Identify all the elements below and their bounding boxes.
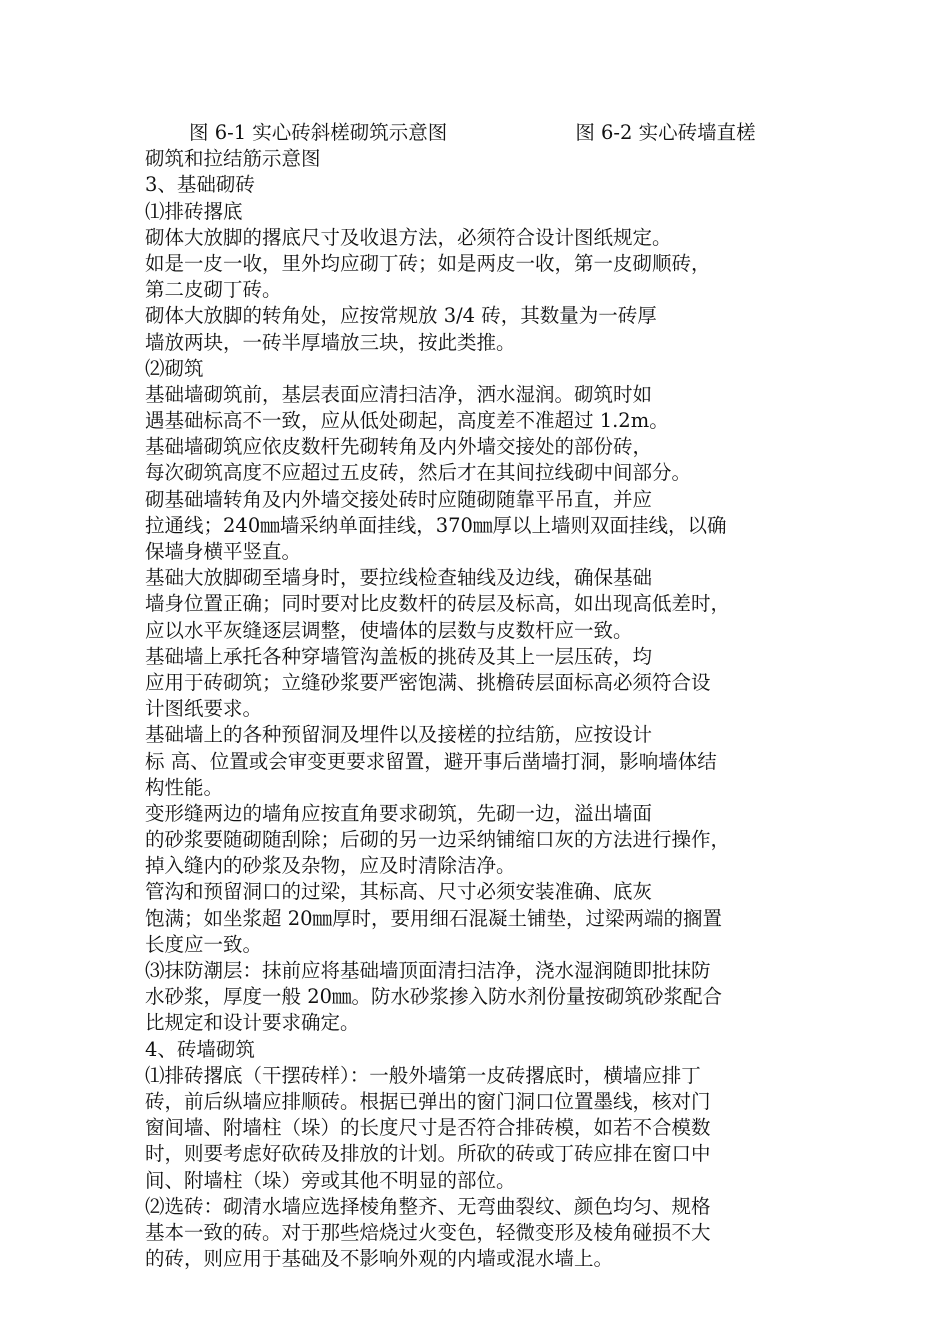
text-line: 计图纸要求。 (145, 697, 263, 721)
text-line: 基本一致的砖。对于那些焙烧过火变色，轻微变形及棱角碰损不大 (145, 1220, 711, 1244)
text-line: ⑴排砖撂底 (145, 199, 243, 223)
text-line: 水砂浆，厚度一般 20㎜。防水砂浆掺入防水剂份量按砌筑砂浆配合 (145, 985, 723, 1009)
text-line: 砌体大放脚的撂底尺寸及收退方法，必须符合设计图纸规定。 (145, 225, 672, 249)
text-line: 墙放两块，一砖半厚墙放三块，按此类推。 (145, 330, 516, 354)
text-line: 窗间墙、附墙柱（垛）的长度尺寸是否符合排砖模，如若不合模数 (145, 1116, 711, 1140)
text-line: 管沟和预留洞口的过梁，其标高、尺寸必须安装准确、底灰 (145, 880, 653, 904)
text-line: ⑵砌筑 (145, 356, 204, 380)
text-line: 基础墙砌筑应依皮数杆先砌转角及内外墙交接处的部份砖， (145, 435, 653, 459)
figure-caption-6-2: 图 6-2 实心砖墙直槎 (575, 121, 756, 144)
text-line: 应用于砖砌筑；立缝砂浆要严密饱满、挑檐砖层面标高必须符合设 (145, 670, 711, 694)
text-line: 比规定和设计要求确定。 (145, 1011, 360, 1035)
text-line: 4、砖墙砌筑 (145, 1037, 255, 1061)
text-line: 基础墙上的各种预留洞及埋件以及接槎的拉结筋，应按设计 (145, 723, 653, 747)
text-line: 每次砌筑高度不应超过五皮砖，然后才在其间拉线砌中间部分。 (145, 461, 692, 485)
text-line: 3、基础砌砖 (145, 173, 255, 197)
figure-caption-6-1: 图 6-1 实心砖斜槎砌筑示意图 (189, 121, 448, 144)
document-body (145, 172, 845, 1272)
text-line: 应以水平灰缝逐层调整，使墙体的层数与皮数杆应一致。 (145, 618, 633, 642)
text-line: 砌体大放脚的转角处，应按常规放 3/4 砖，其数量为一砖厚 (145, 304, 657, 328)
text-line: ⑵选砖：砌清水墙应选择棱角整齐、无弯曲裂纹、颜色均匀、规格 (145, 1194, 711, 1218)
text-line: 如是一皮一收，里外均应砌丁砖；如是两皮一收，第一皮砌顺砖， (145, 251, 711, 275)
text-line: 第二皮砌丁砖。 (145, 278, 282, 302)
document-page (145, 120, 845, 1272)
text-line: 间、附墙柱（垛）旁或其他不明显的部位。 (145, 1168, 516, 1192)
text-line: 保墙身横平竖直。 (145, 540, 302, 563)
text-line: 变形缝两边的墙角应按直角要求砌筑，先砌一边，溢出墙面 (145, 801, 653, 825)
text-line: ⑴排砖撂底（干摆砖样）：一般外墙第一皮砖撂底时，横墙应排丁 (145, 1063, 701, 1087)
text-line: 墙身位置正确；同时要对比皮数杆的砖层及标高，如出现高低差时， (145, 592, 731, 616)
figure-caption-row (145, 120, 845, 146)
text-line: 掉入缝内的砂浆及杂物，应及时清除洁净。 (145, 854, 516, 878)
text-line: 长度应一致。 (145, 932, 263, 956)
text-line: 的砖，则应用于基础及不影响外观的内墙或混水墙上。 (145, 1247, 614, 1271)
text-line: 遇基础标高不一致，应从低处砌起，高度差不准超过 1.2m。 (145, 409, 669, 433)
text-line: 标 高、位置或会审变更要求留置，避开事后凿墙打洞，影响墙体结 (145, 749, 717, 773)
figure-caption-6-2-continued: 砌筑和拉结筋示意图 (145, 147, 321, 171)
text-line: 时，则要考虑好砍砖及排放的计划。所砍的砖或丁砖应排在窗口中 (145, 1142, 711, 1166)
text-line: 构性能。 (145, 775, 224, 799)
text-line: 基础墙上承托各种穿墙管沟盖板的挑砖及其上一层压砖，均 (145, 644, 653, 668)
text-line: 砌基础墙转角及内外墙交接处砖时应随砌随靠平吊直，并应 (145, 487, 653, 511)
text-line: 的砂浆要随砌随刮除；后砌的另一边采纳铺缩口灰的方法进行操作， (145, 828, 731, 852)
text-line: 砖，前后纵墙应排顺砖。根据已弹出的窗门洞口位置墨线，核对门 (145, 1089, 711, 1113)
text-line: 基础大放脚砌至墙身时，要拉线检查轴线及边线，确保基础 (145, 566, 653, 590)
text-line: 拉通线；240㎜墙采纳单面挂线，370㎜厚以上墙则双面挂线，以确 (145, 513, 727, 537)
text-line: 基础墙砌筑前，基层表面应清扫洁净，洒水湿润。砌筑时如 (145, 382, 653, 406)
text-line: 饱满；如坐浆超 20㎜厚时，要用细石混凝土铺垫，过梁两端的搁置 (145, 906, 723, 930)
text-line: ⑶抹防潮层：抹前应将基础墙顶面清扫洁净，浇水湿润随即批抹防 (145, 959, 711, 982)
